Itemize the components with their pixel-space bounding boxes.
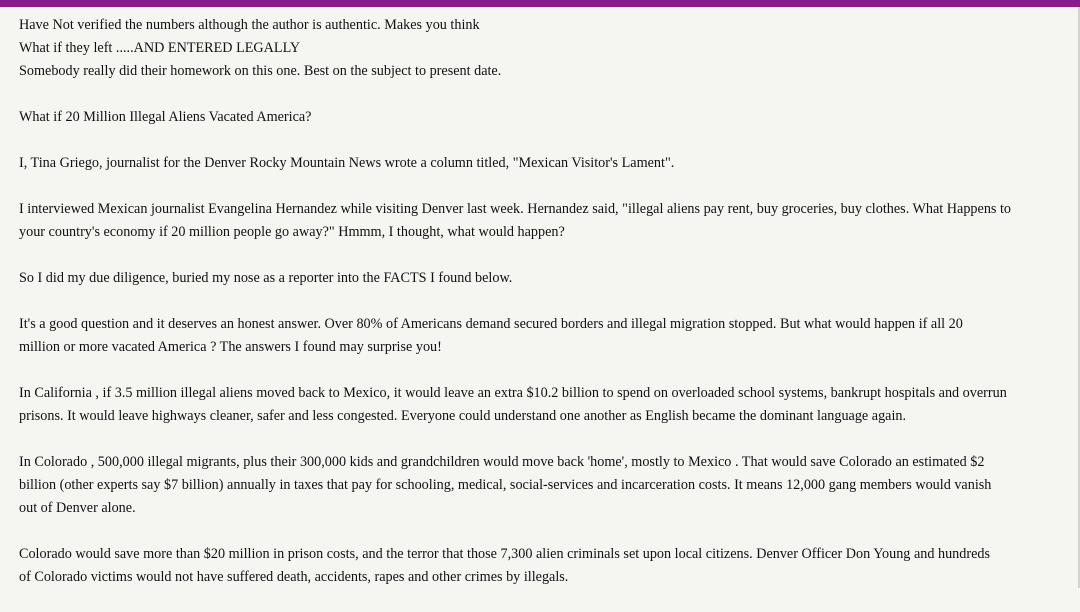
top-accent-bar bbox=[0, 0, 1080, 7]
paragraph-line: out of Denver alone. bbox=[19, 500, 136, 516]
paragraph-line: In California , if 3.5 million illegal aliens moved back to Mexico, it would leave an extra $10.2 billion to spend on overloaded school systems, bankrupt hospitals and overrun bbox=[19, 385, 1007, 401]
intro-line: Somebody really did their homework on this one. Best on the subject to present date. bbox=[19, 63, 502, 79]
paragraph-line: So I did my due diligence, buried my nose as a reporter into the FACTS I found below. bbox=[19, 270, 513, 286]
paragraph-line: billion (other experts say $7 billion) annually in taxes that pay for schooling, medical, social-services and incarceration costs. It means 12,000 gang members would vanish bbox=[19, 477, 992, 493]
paragraph-byline bbox=[19, 152, 1059, 175]
intro-block bbox=[19, 14, 1059, 83]
paragraph-colorado bbox=[19, 451, 1059, 520]
paragraph-california bbox=[19, 382, 1059, 428]
paragraph-line: I interviewed Mexican journalist Evangelina Hernandez while visiting Denver last week. Hernandez said, "illegal aliens pay rent, buy groceries, buy clothes. What Happens to bbox=[19, 201, 1012, 217]
paragraph-line: In Colorado , 500,000 illegal migrants, plus their 300,000 kids and grandchildren would move back 'home', mostly to Mexico . That would save Colorado an estimated $2 bbox=[19, 454, 985, 470]
intro-line: Have Not verified the numbers although the author is authentic. Makes you think bbox=[19, 17, 480, 33]
paragraph-title bbox=[19, 106, 1059, 129]
document-body bbox=[19, 14, 1059, 612]
paragraph-line: of Colorado victims would not have suffered death, accidents, rapes and other crimes by illegals. bbox=[19, 569, 569, 585]
paragraph-line: It's a good question and it deserves an honest answer. Over 80% of Americans demand secured borders and illegal migration stopped. But what would happen if all 20 bbox=[19, 316, 963, 332]
paragraph-line: I, Tina Griego, journalist for the Denver Rocky Mountain News wrote a column titled, "Mexican Visitor's Lament". bbox=[19, 155, 675, 171]
paragraph-line: What if 20 Million Illegal Aliens Vacated America? bbox=[19, 109, 312, 125]
paragraph-line: your country's economy if 20 million people go away?" Hmmm, I thought, what would happen? bbox=[19, 224, 565, 240]
paragraph-diligence bbox=[19, 267, 1059, 290]
paragraph-question bbox=[19, 313, 1059, 359]
paragraph-prison-costs bbox=[19, 543, 1059, 589]
paragraph-line: million or more vacated America ? The answers I found may surprise you! bbox=[19, 339, 442, 355]
intro-line: What if they left .....AND ENTERED LEGALLY bbox=[19, 40, 301, 56]
paragraph-line: prisons. It would leave highways cleaner, safer and less congested. Everyone could understand one another as English became the dominant language again. bbox=[19, 408, 907, 424]
paragraph-line: Colorado would save more than $20 million in prison costs, and the terror that those 7,300 alien criminals set upon local citizens. Denver Officer Don Young and hundreds bbox=[19, 546, 990, 562]
paragraph-interview bbox=[19, 198, 1059, 244]
